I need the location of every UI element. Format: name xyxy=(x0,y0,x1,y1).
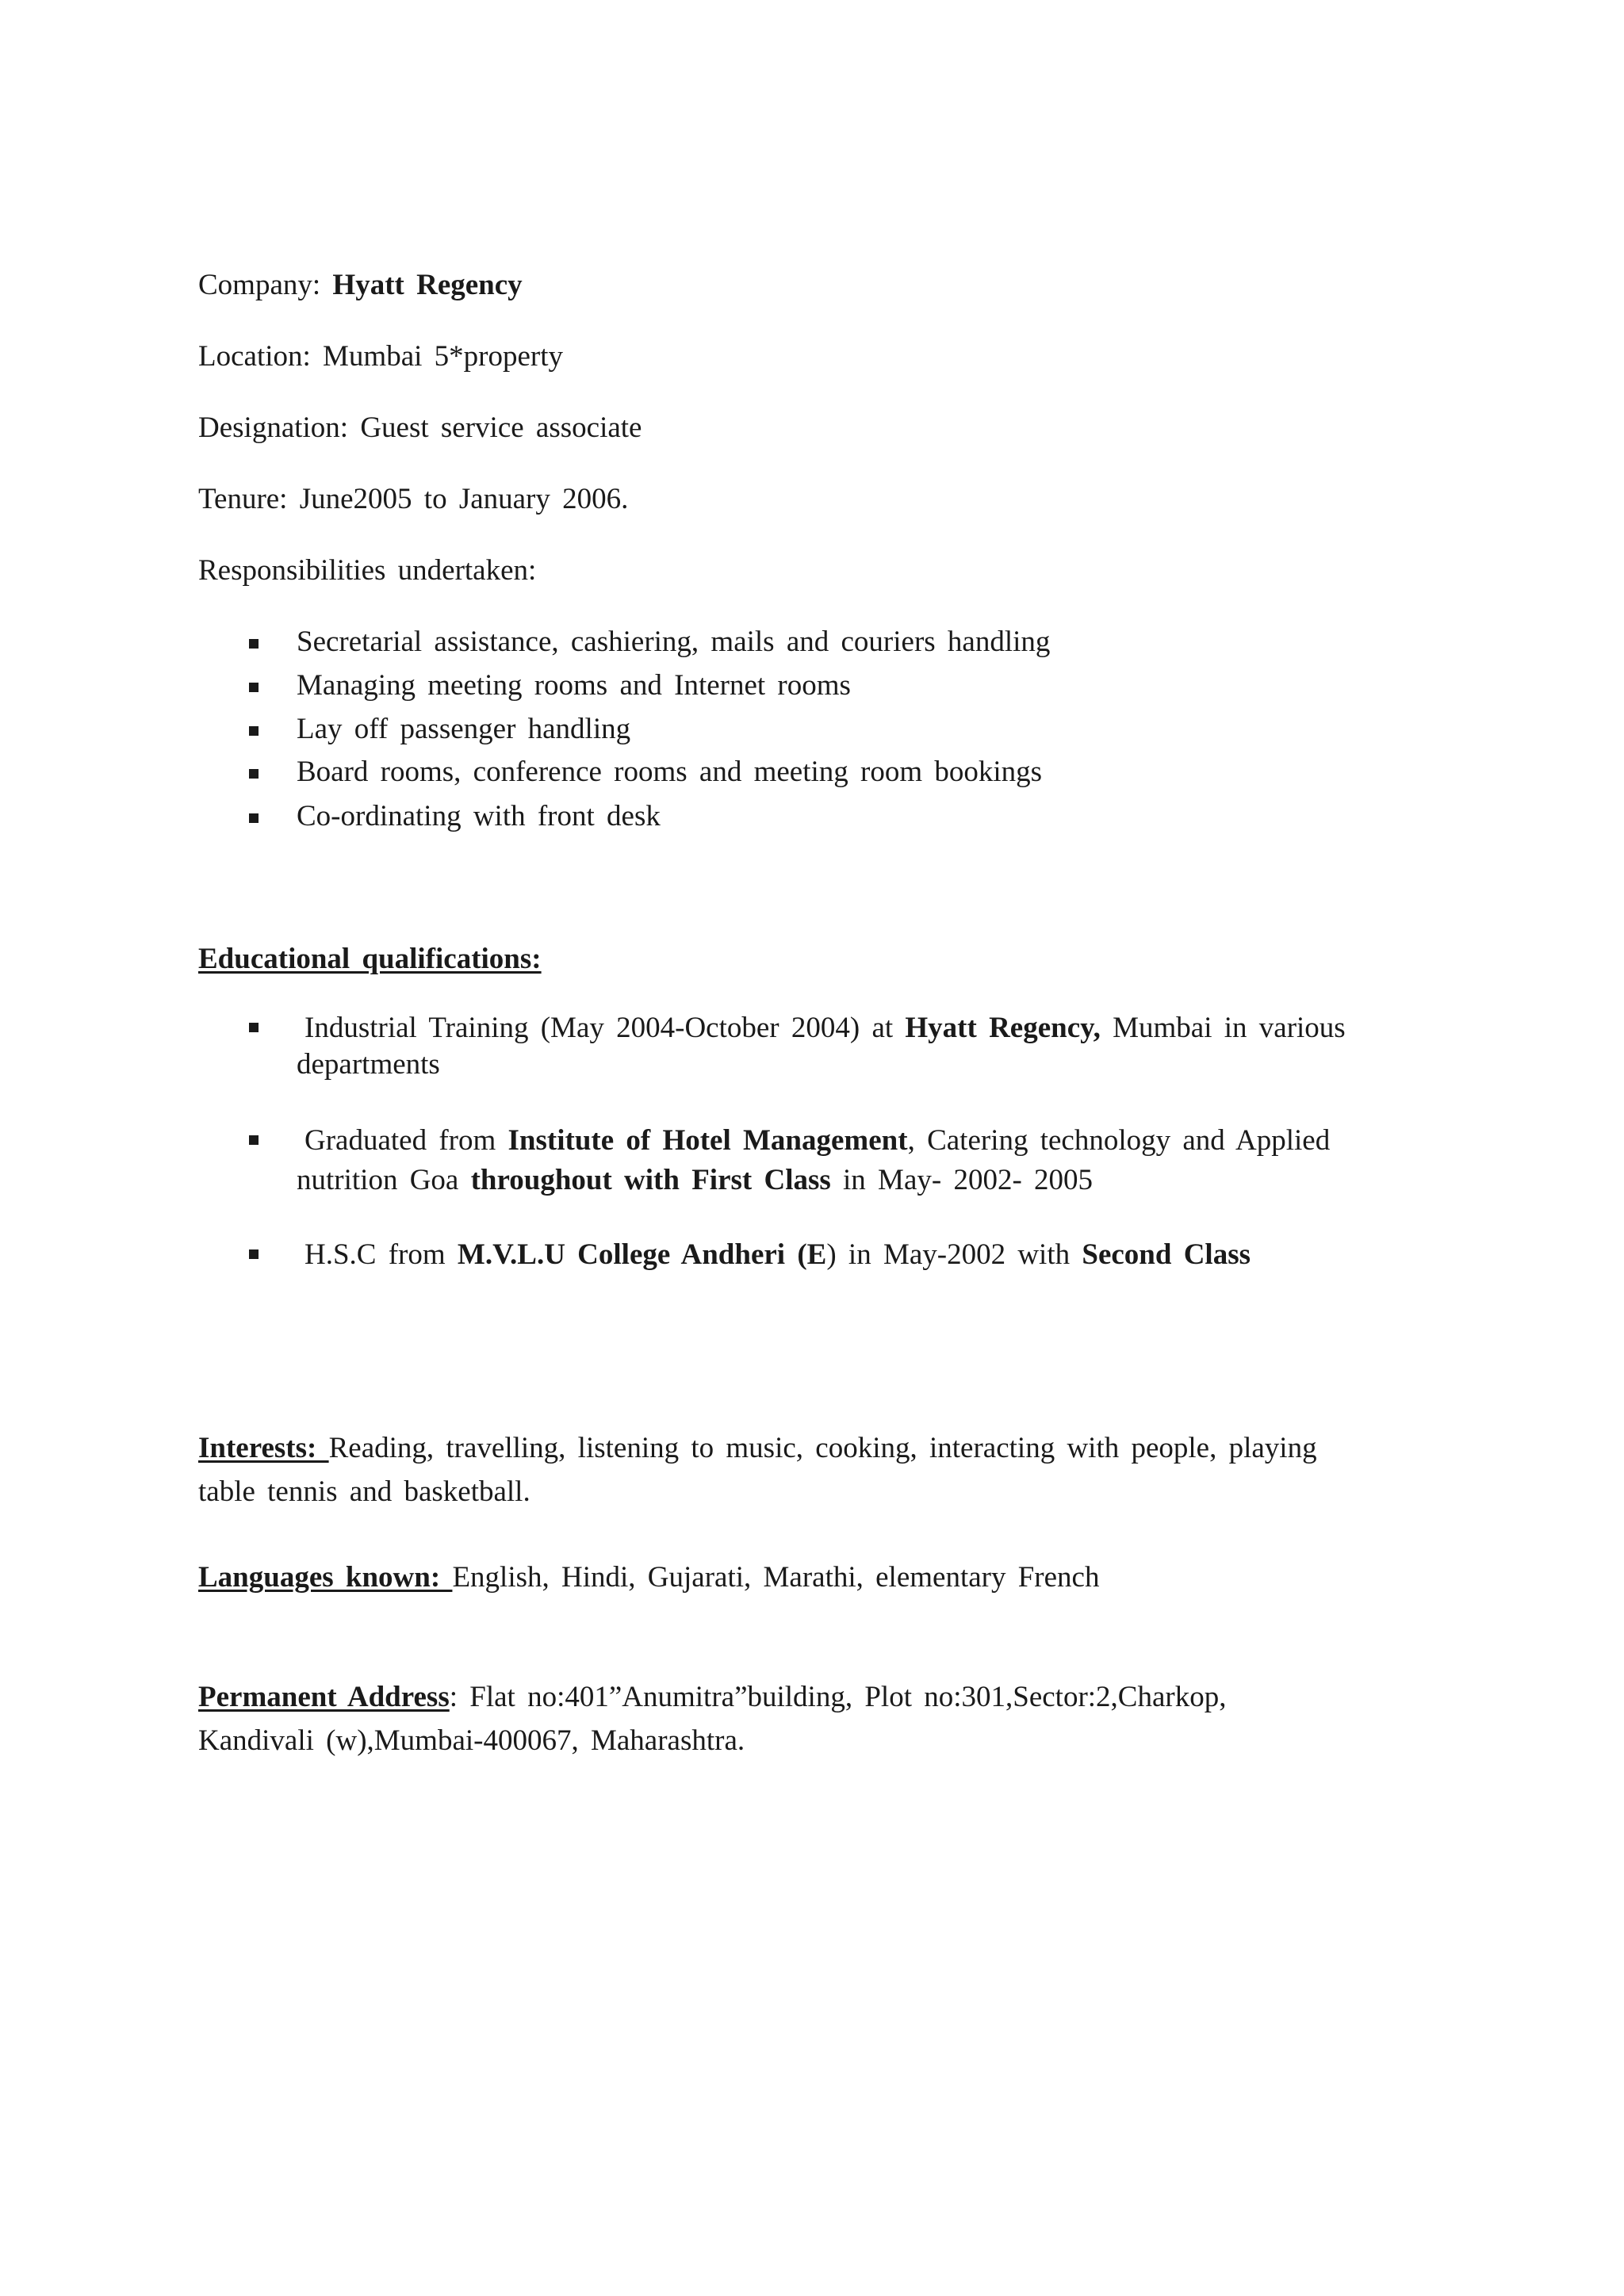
education-item-bold: M.V.L.U College Andheri (E xyxy=(457,1238,827,1271)
education-item-text: H.S.C from xyxy=(304,1238,458,1271)
bullet-marker xyxy=(249,726,259,736)
education-item-text: , Catering technology and Applied xyxy=(907,1124,1331,1157)
responsibility-item: Board rooms, conference rooms and meeting room bookings xyxy=(297,756,1043,788)
address-text: : Flat no:401”Anumitra”building, Plot no:301,Sector:2,Charkop, xyxy=(449,1681,1227,1713)
education-item-text: Graduated from xyxy=(304,1124,508,1157)
bullet-marker xyxy=(249,683,259,692)
education-item-bold: Institute of Hotel Management xyxy=(508,1124,908,1157)
education-item-1-line1 xyxy=(304,1010,1346,1047)
responsibilities-heading: Responsibilities undertaken: xyxy=(198,554,537,587)
tenure-line: Tenure: June2005 to January 2006. xyxy=(198,483,629,515)
interests-line2: table tennis and basketball. xyxy=(198,1475,530,1508)
education-item-3 xyxy=(304,1237,1251,1273)
bullet-marker xyxy=(249,639,259,649)
address-line1 xyxy=(198,1678,1226,1716)
responsibility-item: Secretarial assistance, cashiering, mails and couriers handling xyxy=(297,626,1051,658)
languages-text: English, Hindi, Gujarati, Marathi, elementary French xyxy=(452,1561,1100,1594)
interests-label: Interests: xyxy=(198,1432,329,1464)
address-line2: Kandivali (w),Mumbai-400067, Maharashtra. xyxy=(198,1724,745,1757)
education-item-1-line2: departments xyxy=(297,1048,440,1081)
education-item-bold: Hyatt Regency, xyxy=(905,1012,1101,1044)
education-item-2-line1 xyxy=(304,1123,1330,1159)
bullet-marker xyxy=(249,769,259,779)
company-line xyxy=(198,266,523,304)
education-item-bold: throughout with First Class xyxy=(470,1164,831,1196)
company-name: Hyatt Regency xyxy=(332,269,523,301)
interests-line1 xyxy=(198,1429,1317,1468)
languages-label: Languages known: xyxy=(198,1561,453,1594)
education-item-text: in May- 2002- 2005 xyxy=(830,1164,1094,1196)
education-item-text: Industrial Training (May 2004-October 2004) at xyxy=(304,1012,906,1044)
bullet-marker xyxy=(249,813,259,823)
bullet-marker xyxy=(249,1249,259,1259)
responsibility-item: Lay off passenger handling xyxy=(297,713,631,745)
bullet-marker xyxy=(249,1023,259,1032)
education-heading: Educational qualifications: xyxy=(198,943,542,975)
education-item-text: nutrition Goa xyxy=(297,1164,471,1196)
education-item-text: Mumbai in various xyxy=(1100,1012,1346,1044)
company-label: Company: xyxy=(198,269,321,301)
education-item-text: ) in May-2002 with xyxy=(826,1238,1082,1271)
education-item-bold: Second Class xyxy=(1082,1238,1251,1271)
responsibility-item: Co-ordinating with front desk xyxy=(297,800,661,832)
education-item-2-line2 xyxy=(297,1162,1093,1199)
designation-line: Designation: Guest service associate xyxy=(198,411,642,444)
languages-line xyxy=(198,1559,1099,1597)
interests-text: Reading, travelling, listening to music, cooking, interacting with people, playing xyxy=(328,1432,1317,1464)
location-line: Location: Mumbai 5*property xyxy=(198,340,564,373)
bullet-marker xyxy=(249,1135,259,1145)
address-label: Permanent Address xyxy=(198,1681,450,1713)
responsibility-item: Managing meeting rooms and Internet rooms xyxy=(297,669,851,702)
